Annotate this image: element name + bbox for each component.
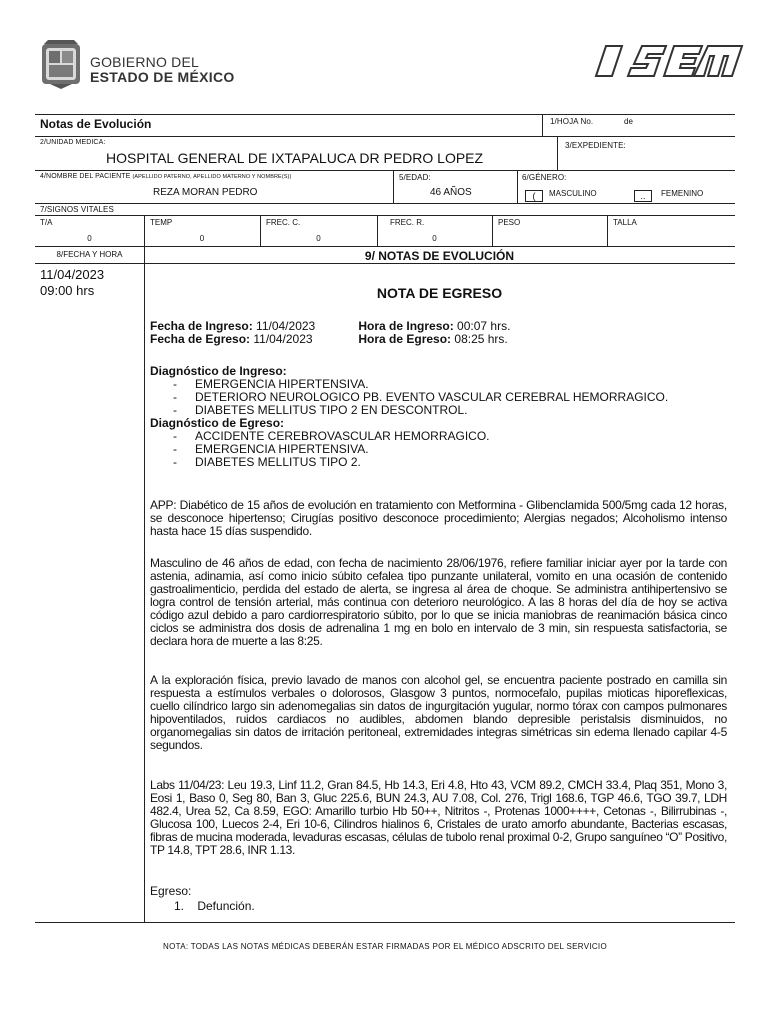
masculino-box[interactable]: (	[525, 190, 543, 202]
estado-mexico-emblem	[40, 38, 82, 90]
estado-mexico-shield-icon	[40, 38, 82, 90]
vital-temp-value: 0	[199, 234, 205, 243]
masculino-checkbox[interactable]	[525, 187, 543, 205]
notas-evolucion-label: 9/ NOTAS DE EVOLUCIÓN	[364, 249, 515, 263]
unidad-value: HOSPITAL GENERAL DE IXTAPALUCA DR PEDRO LOPEZ	[106, 150, 484, 166]
vital-ta-value: 0	[87, 234, 92, 243]
nombre-value: REZA MORAN PEDRO	[153, 187, 258, 198]
egreso-item: 1. Defunción.	[174, 899, 255, 913]
padecimiento-paragraph: Masculino de 46 años de edad, con fecha de nacimiento 28/06/1976, refiere familiar iniciar ayer por la tarde con astenia, adinamia, así como inicio súbito cefalea tipo punzante unilateral, vomito en una ocasión de contenido gastroalimenticio, perdida del estado de alerta, se ingresa al área de choque. Se administra antihipertensivo se logra control de tensión arterial, más continua con deterioro neurológico. A las 8 horas del día de hoy se activa código azul debido a paro cardiorrespiratorio súbito, por lo que se inicia maniobras de reanimación básica cinco ciclos se administra dos dosis de adrenalina 1 mg en bolo en intervalo de 3 min, sin respuesta satisfactoria, se declara hora de muerte a las 8:25.	[150, 556, 727, 648]
fecha-egreso-label: Fecha de Egreso:	[150, 332, 251, 346]
expediente-label: 3/EXPEDIENTE:	[565, 141, 626, 150]
edad-label: 5/EDAD:	[399, 173, 431, 182]
note-date: 11/04/2023	[40, 267, 105, 282]
vital-frecc-value: 0	[316, 234, 321, 243]
vital-frecr-label: FREC. R.	[390, 218, 425, 227]
labs-paragraph: Labs 11/04/23: Leu 19.3, Linf 11.2, Gran 84.5, Hb 14.3, Eri 4.8, Hto 43, VCM 89.2, CMCH 33.4, Plaq 351, Mono 3, Eosi 1, Baso 0, Seg 80, Ban 3, Gluc 225.6, BUN 24.3, AU 7.08, Col. 276, Trigl 168.6, TGP 46.6, TGO 39.7, LDH 482.4, Urea 52, Ca 8.59, EGO: Amarillo turbio Hb 50++, Nitritos -, Protenas 1000++++, Cetonas -, Bilirrubinas -, Glucosa 100, Luecos 2-4, Eri 10-6, Cilindros hialinos 6, Cristales de urato amorfo abundante, Bacterias escasas, fibras de mucina moderada, levaduras escasas, células de tubolo renal proximal 0-2, Grupo sanguíneo “O” Positivo, TP 14.8, TPT 28.6, INR 1.13.	[150, 778, 727, 857]
femenino-label: FEMENINO	[661, 189, 704, 198]
dx-egreso-list	[150, 430, 735, 469]
app-paragraph: APP: Diabético de 15 años de evolución en tratamiento con Metformina - Glibenclamida 500/5mg cada 12 horas, se desconoce hipertenso; Cirugías positivo desconoce procedimiento; Alergias negados; Alcoholismo intenso hasta hace 15 días suspendido.	[150, 498, 727, 538]
list-item: - EMERGENCIA HIPERTENSIVA.	[150, 378, 735, 391]
fecha-ingreso-label: Fecha de Ingreso:	[150, 319, 253, 333]
isem-logo	[594, 44, 744, 78]
masculino-label: MASCULINO	[549, 189, 597, 198]
ingreso-egreso-block	[150, 320, 735, 346]
hora-egreso-label: Hora de Egreso:	[358, 332, 452, 346]
egreso-label: Egreso:	[150, 884, 192, 898]
nombre-label	[40, 173, 291, 180]
footer-note: NOTA: TODAS LAS NOTAS MÉDICAS DEBERÁN ESTAR FIRMADAS POR EL MÉDICO ADSCRITO DEL SERVICIO	[163, 942, 607, 951]
note-time: 09:00 hrs	[40, 283, 95, 298]
hoja-de: de	[624, 117, 634, 126]
dx-ingreso-label: Diagnóstico de Ingreso:	[150, 364, 287, 378]
femenino-checkbox[interactable]	[634, 187, 652, 205]
hora-egreso-value: 08:25 hrs.	[454, 332, 508, 346]
dx-ingreso-list	[150, 378, 735, 417]
fecha-hora-label: 8/FECHA Y HORA	[56, 250, 123, 259]
hora-ingreso-label: Hora de Ingreso:	[358, 319, 454, 333]
fecha-ingreso-value: 11/04/2023	[256, 319, 316, 333]
diagnosticos-block	[150, 365, 735, 469]
fecha-egreso-value: 11/04/2023	[253, 332, 313, 346]
vital-talla-label: TALLA	[613, 218, 637, 227]
list-item: - EMERGENCIA HIPERTENSIVA.	[150, 443, 735, 456]
nombre-label-main: 4/NOMBRE DEL PACIENTE	[40, 173, 131, 180]
gobierno-line2: ESTADO DE MÉXICO	[90, 69, 235, 85]
vital-temp-label: TEMP	[150, 218, 173, 227]
list-item: - DIABETES MELLITUS TIPO 2 EN DESCONTROL.	[150, 404, 735, 417]
unidad-label: 2/UNIDAD MEDICA:	[40, 139, 106, 146]
edad-value: 46 AÑOS	[430, 187, 472, 198]
egreso-row	[150, 333, 735, 346]
form-title: Notas de Evolución	[40, 117, 152, 131]
signos-label: 7/SIGNOS VITALES	[40, 205, 114, 214]
exploracion-paragraph: A la exploración física, previo lavado de manos con alcohol gel, se encuentra paciente postrado en camilla sin respuesta a estímulos verbales o dolorosos, Glasgow 3 puntos, normocefalo, pupilas mioticas hiporeflexicas, cuello cilíndrico largo sin adenomegalias sin datos de ingurgitación yugular, normo tórax con campos pulmonares hipoventilados, ruidos cardiacos no audibles, abdomen blando depresible peristalsis disminuidos, no organomegalias sin datos de irritación peritoneal, extremidades integras simétricas sin edema llenado capilar 4-5 segundos.	[150, 673, 727, 752]
gobierno-line1: GOBIERNO DEL	[90, 54, 199, 70]
dx-egreso-label: Diagnóstico de Egreso:	[150, 416, 285, 430]
note-title: NOTA DE EGRESO	[376, 285, 503, 301]
hora-ingreso-value: 00:07 hrs.	[457, 319, 511, 333]
vital-peso-label: PESO	[498, 218, 521, 227]
hoja-label: 1/HOJA No.	[550, 117, 594, 126]
vital-frecr-value: 0	[432, 234, 437, 243]
vital-ta-label: T/A	[40, 218, 53, 227]
list-item: - DIABETES MELLITUS TIPO 2.	[150, 456, 735, 469]
nombre-label-sub: (APELLIDO PATERNO, APELLIDO MATERNO Y NOMBRE(S))	[132, 174, 292, 180]
genero-label: 6/GÉNERO:	[522, 173, 567, 182]
vital-frecc-label: FREC. C.	[266, 218, 301, 227]
list-item: - DETERIORO NEUROLOGICO PB. EVENTO VASCULAR CEREBRAL HEMORRAGICO.	[150, 391, 735, 404]
isem-logo-icon	[594, 44, 744, 78]
list-item: - ACCIDENTE CEREBROVASCULAR HEMORRAGICO.	[150, 430, 735, 443]
femenino-box[interactable]: ..	[634, 190, 652, 202]
